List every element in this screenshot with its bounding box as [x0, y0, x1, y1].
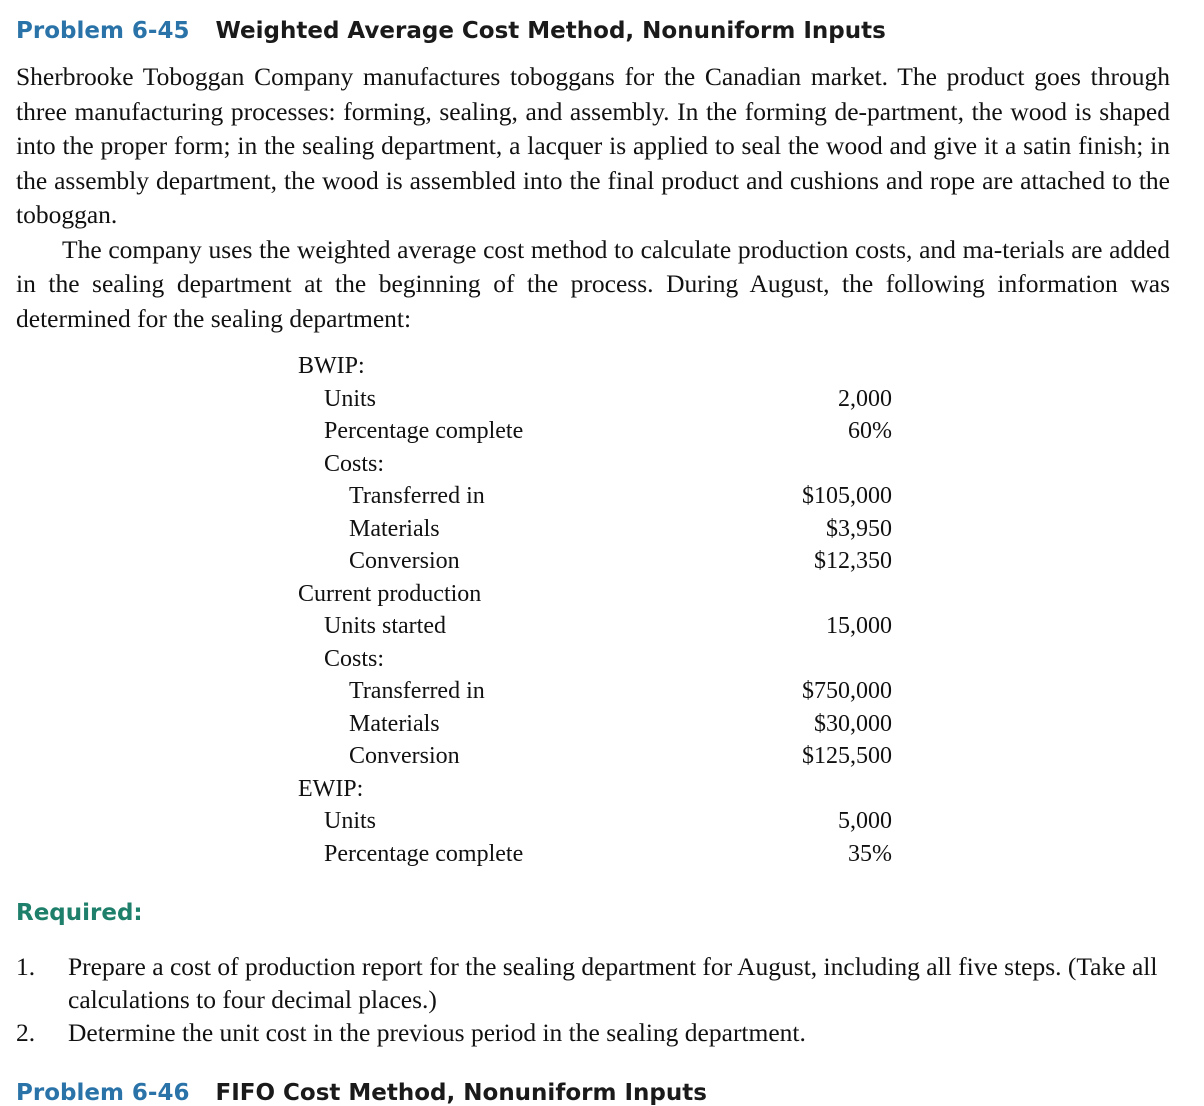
row-label: Materials [349, 710, 440, 737]
data-row [298, 708, 892, 741]
sealing-department-data [298, 350, 892, 870]
data-row [298, 675, 892, 708]
next-problem-number: Problem 6-46 [16, 1080, 190, 1106]
next-problem-heading [16, 1080, 707, 1106]
row-label: Costs: [324, 645, 385, 672]
data-row [298, 350, 892, 383]
row-label: Percentage complete [324, 840, 524, 867]
problem-heading [16, 18, 886, 44]
row-value: $30,000 [814, 710, 892, 737]
data-row [298, 610, 892, 643]
data-row [298, 480, 892, 513]
row-label: Units [324, 385, 377, 412]
data-row [298, 415, 892, 448]
row-label: Materials [349, 515, 440, 542]
data-row [298, 513, 892, 546]
row-label: Costs: [324, 450, 385, 477]
data-row [298, 448, 892, 481]
data-row [298, 383, 892, 416]
row-value: $750,000 [802, 678, 892, 704]
intro-paragraph-2: The company uses the weighted average cost method to calculate production costs, and ma-terials are added in the sealing department at the beginning of the process. During August, the following information was determined for the sealing department: [16, 234, 1170, 333]
row-label: Units started [324, 613, 446, 639]
data-row [298, 773, 892, 806]
data-row [298, 643, 892, 676]
required-item-text: Determine the unit cost in the previous period in the sealing department. [68, 1018, 806, 1047]
required-list [16, 950, 1174, 1049]
required-item-text: Prepare a cost of production report for the sealing department for August, including all five steps. (Take all calculations to four decimal places.) [68, 952, 1158, 1014]
row-label: Units [324, 808, 377, 834]
problem-number: Problem 6-45 [16, 18, 190, 44]
row-value: 60% [848, 418, 892, 444]
data-row [298, 805, 892, 838]
row-value: 5,000 [838, 808, 892, 834]
row-label: Current production [298, 580, 482, 607]
required-item-number: 1. [16, 952, 36, 981]
row-label: Conversion [349, 548, 460, 574]
row-value: $105,000 [802, 483, 892, 509]
row-label: Percentage complete [324, 418, 524, 444]
problem-description [16, 60, 1170, 336]
row-label: BWIP: [298, 353, 365, 379]
row-value: $12,350 [814, 548, 892, 574]
data-row [298, 740, 892, 773]
row-label: Transferred in [349, 483, 485, 509]
row-value: $3,950 [826, 515, 892, 542]
row-label: EWIP: [298, 775, 364, 802]
row-value: 15,000 [826, 613, 892, 639]
required-item [16, 1016, 1174, 1049]
required-item [16, 950, 1174, 1016]
row-value: 2,000 [838, 385, 892, 412]
row-value: 35% [848, 840, 892, 867]
problem-title: Weighted Average Cost Method, Nonuniform Inputs [215, 18, 886, 44]
data-row [298, 545, 892, 578]
data-row [298, 838, 892, 871]
row-value: $125,500 [802, 743, 892, 769]
row-label: Transferred in [349, 678, 485, 704]
intro-paragraph-1: Sherbrooke Toboggan Company manufactures toboggans for the Canadian market. The product goes through three manufacturing processes: forming, sealing, and assembly. In the forming de-partment, the wood is shaped into the proper form; in the sealing department, a lacquer is applied to seal the wood and give it a satin finish; in the assembly department, the wood is assembled into the final product and cushions and rope are attached to the toboggan. [16, 62, 1170, 229]
row-label: Conversion [349, 743, 460, 769]
required-item-number: 2. [16, 1018, 36, 1047]
data-row [298, 578, 892, 611]
required-heading: Required: [16, 900, 143, 926]
next-problem-title: FIFO Cost Method, Nonuniform Inputs [215, 1080, 707, 1106]
